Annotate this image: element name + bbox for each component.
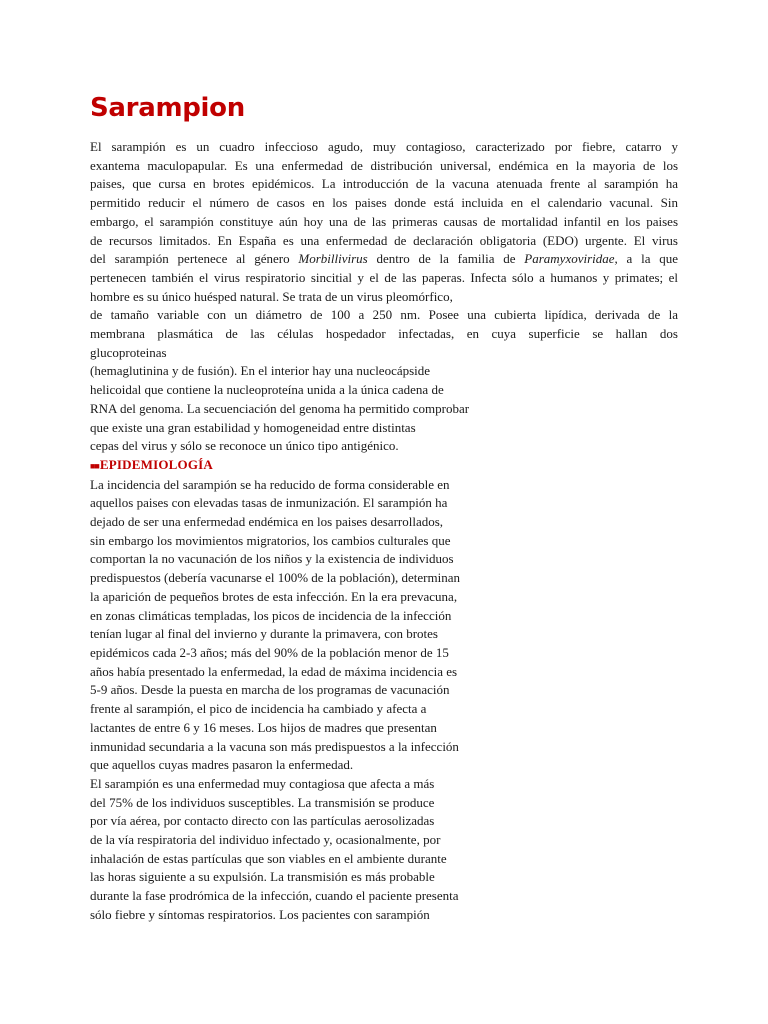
text-line: cepas del virus y sólo se reconoce un único tipo antigénico. xyxy=(90,438,399,454)
text-line: La incidencia del sarampión se ha reducido de forma considerable en xyxy=(90,476,450,492)
family-name: Paramyxoviridae, xyxy=(524,251,618,267)
text-line: inmunidad secundaria a la vacuna son más predispuestos a la infección xyxy=(90,738,459,754)
document-title: Sarampion xyxy=(90,93,245,123)
text-line: de recursos limitados. En España es una enfermedad de declaración obligatoria (EDO) urgente. El virus xyxy=(90,232,678,248)
text-line-genus xyxy=(90,250,678,269)
text-line: las horas siguiente a su expulsión. La transmisión es más probable xyxy=(90,869,435,885)
text-line: predispuestos (debería vacunarse el 100% de la población), determinan xyxy=(90,570,460,586)
text-line: exantema maculopapular. Es una enfermedad de distribución universal, endémica en la mayoria de los xyxy=(90,157,678,173)
text-line: El sarampión es un cuadro infeccioso agudo, muy contagioso, caracterizado por fiebre, catarro y xyxy=(90,139,678,154)
text-line: 5-9 años. Desde la puesta en marcha de los programas de vacunación xyxy=(90,682,450,698)
text-line: de tamaño variable con un diámetro de 100 a 250 nm. Posee una cubierta lipídica, derivada de la xyxy=(90,307,678,323)
text-line: comportan la no vacunación de los niños y la existencia de individuos xyxy=(90,551,454,567)
text-line: durante la fase prodrómica de la infección, cuando el paciente presenta xyxy=(90,888,459,904)
text-line: permitido reducir el número de casos en los paises donde está incluida en el calendario vacunal. Sin xyxy=(90,195,678,211)
section-heading xyxy=(90,456,678,476)
text-line: inhalación de estas partículas que son viables en el ambiente durante xyxy=(90,850,447,866)
text-line: la aparición de pequeños brotes de esta infección. En la era prevacuna, xyxy=(90,588,458,604)
text-segment: del sarampión pertenece al género xyxy=(90,251,299,267)
text-line: frente al sarampión, el pico de incidencia ha cambiado y afecta a xyxy=(90,701,427,717)
document-body xyxy=(90,138,678,925)
text-line: (hemaglutinina y de fusión). En el interior hay una nucleocápside xyxy=(90,363,431,379)
text-line: membrana plasmática de las células hospedador infectadas, en cuya superficie se hallan dos xyxy=(90,326,678,342)
text-line: hombre es su único huésped natural. Se trata de un virus pleomórfico, xyxy=(90,288,453,304)
text-line: dejado de ser una enfermedad endémica en los paises desarrollados, xyxy=(90,514,444,530)
text-line: RNA del genoma. La secuenciación del genoma ha permitido comprobar xyxy=(90,400,470,416)
text-line: embargo, el sarampión constituye aún hoy una de las primeras causas de mortalidad infantil en los paises xyxy=(90,213,678,229)
text-line: que aquellos cuyas madres pasaron la enfermedad. xyxy=(90,757,354,773)
text-line: aquellos paises con elevadas tasas de inmunización. El sarampión ha xyxy=(90,495,448,511)
text-line: El sarampión es una enfermedad muy contagiosa que afecta a más xyxy=(90,775,435,791)
text-line: tenían lugar al final del invierno y durante la primavera, con brotes xyxy=(90,626,438,642)
bullet-squares-icon: ■■ xyxy=(90,460,99,471)
text-line: del 75% de los individuos susceptibles. La transmisión se produce xyxy=(90,794,435,810)
text-line: sólo fiebre y síntomas respiratorios. Los pacientes con sarampión xyxy=(90,906,430,922)
text-line: de la vía respiratoria del individuo infectado y, ocasionalmente, por xyxy=(90,832,441,848)
text-segment: a la que xyxy=(617,251,679,267)
text-line: glucoproteinas xyxy=(90,344,167,360)
epidemiology-paragraph xyxy=(90,476,678,925)
genus-name: Morbillivirus xyxy=(298,251,368,267)
text-line: paises, que cursa en brotes epidémicos. La introducción de la vacuna atenuada frente al sarampión ha xyxy=(90,176,678,192)
text-line: helicoidal que contiene la nucleoproteína unida a la única cadena de xyxy=(90,382,444,398)
text-line: años había presentado la enfermedad, la edad de máxima incidencia es xyxy=(90,663,458,679)
text-line: que existe una gran estabilidad y homogeneidad entre distintas xyxy=(90,419,416,435)
text-line: sin embargo los movimientos migratorios, los cambios culturales que xyxy=(90,532,451,548)
text-line: pertenecen también el virus respiratorio sincitial y el de las paperas. Infecta sólo a humanos y primates; el xyxy=(90,269,678,285)
section-heading-text: EPIDEMIOLOGÍA xyxy=(99,456,213,472)
text-line: epidémicos cada 2-3 años; más del 90% de la población menor de 15 xyxy=(90,644,449,660)
text-line: lactantes de entre 6 y 16 meses. Los hijos de madres que presentan xyxy=(90,719,437,735)
text-segment: dentro de la familia de xyxy=(367,251,525,267)
text-line: en zonas climáticas templadas, los picos de incidencia de la infección xyxy=(90,607,452,623)
text-line: por vía aérea, por contacto directo con las partículas aerosolizadas xyxy=(90,813,435,829)
